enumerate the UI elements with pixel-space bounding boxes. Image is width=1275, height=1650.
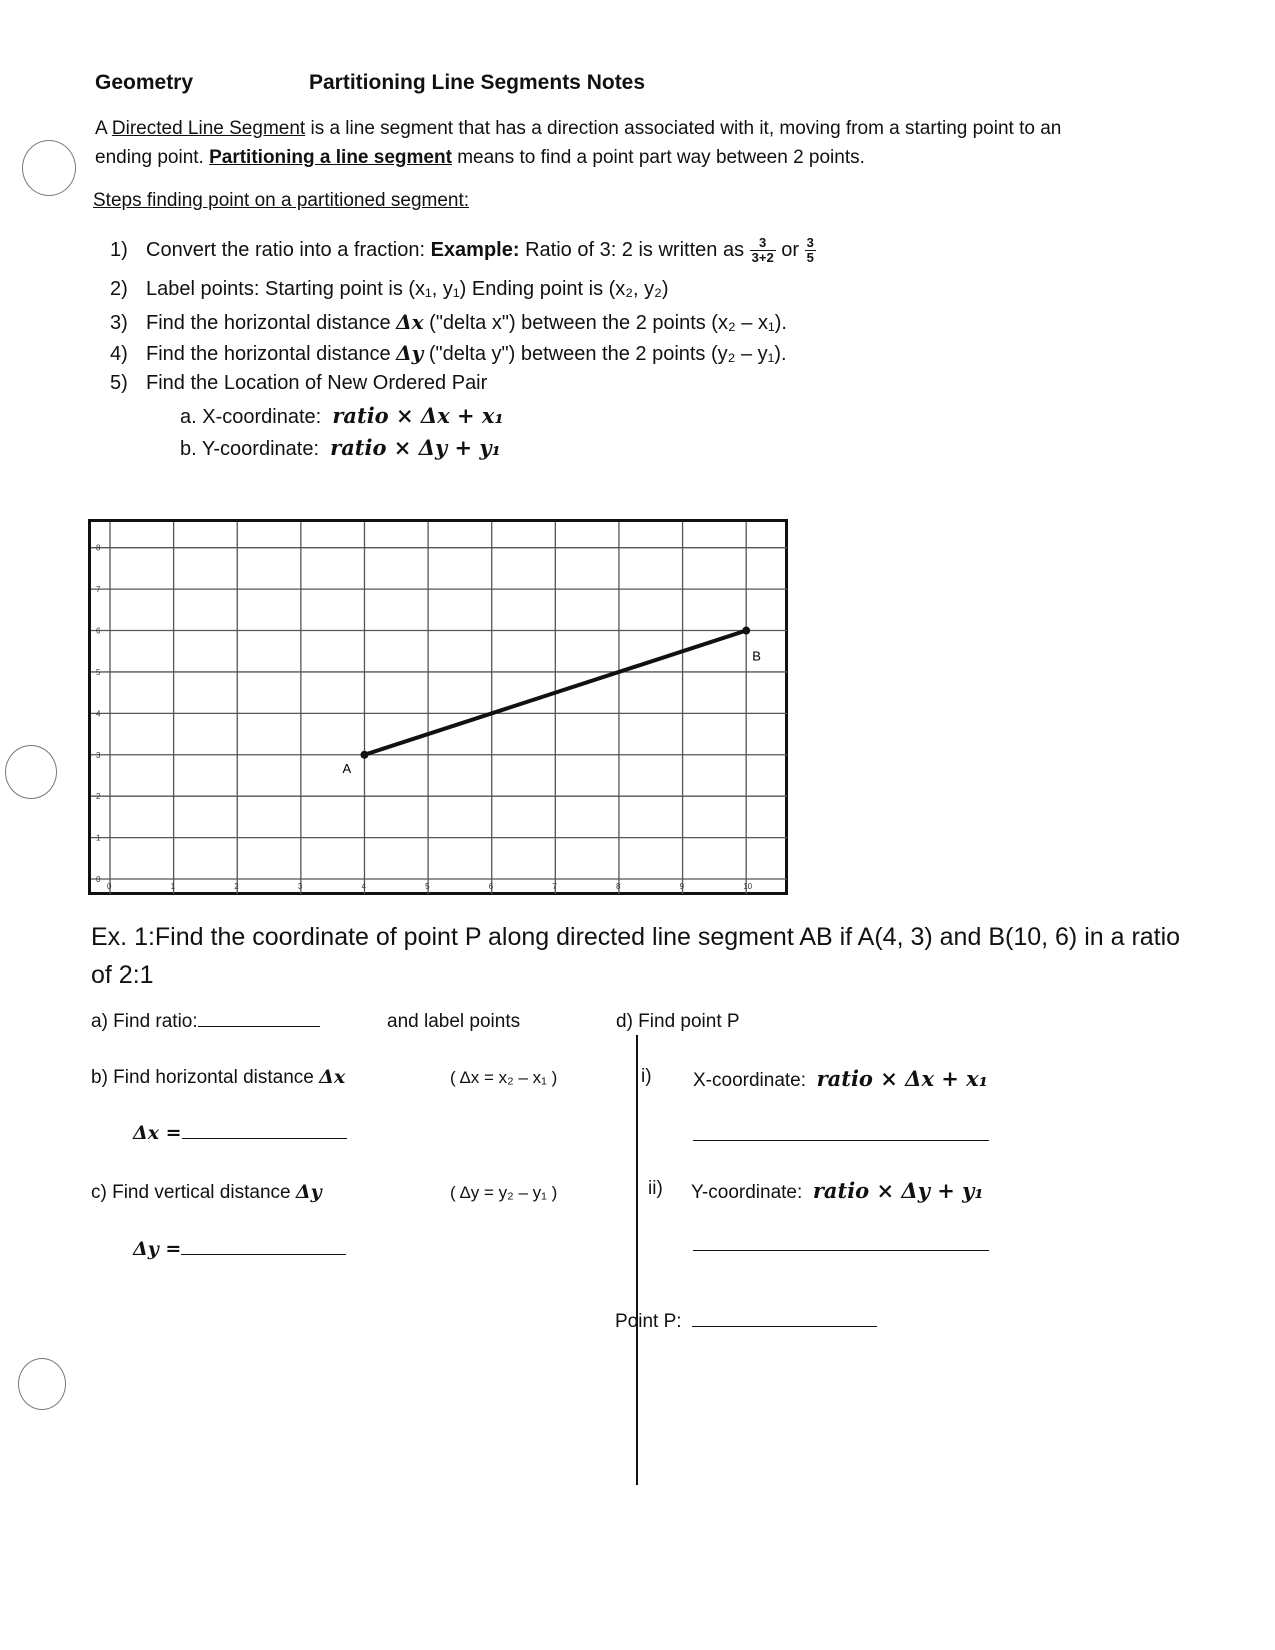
x-tick-label: 4 [361,882,366,891]
x-coordinate-answer-blank[interactable] [693,1140,989,1141]
delta-x-answer-blank[interactable] [182,1138,347,1139]
intro-line-1: A Directed Line Segment is a line segment that has a direction associated with it, moving from a starting point to an [95,118,1062,139]
grid-tick-labels [96,544,753,891]
point-p-answer: Point P: [615,1311,877,1333]
column-divider [636,1035,638,1485]
part-d-i-label: i) [641,1066,652,1087]
step-1: 1) Convert the ratio into a fraction: Example: Ratio of 3: 2 is written as $\frac{3}{3+2}$ or $\frac{3}{5}$ [110,235,814,265]
delta-y-answer: Δy = [133,1238,346,1261]
step-4: 4) Find the horizontal distance Δy ("delta y") between the 2 points (y₂ – y₁). [110,341,787,365]
binder-hole-middle [5,745,57,799]
x-tick-label: 7 [552,882,557,891]
fraction-3-over-5: $\frac{3}{5}$ [806,235,814,265]
y-tick-label: 3 [96,750,101,760]
point-b-dot [742,627,750,635]
x-tick-label: 6 [488,882,494,891]
term-directed-line-segment: Directed Line Segment [111,118,306,139]
steps-heading: Steps finding point on a partitioned segment: [93,190,470,211]
x-tick-label: 9 [679,882,685,891]
binder-hole-top [22,140,76,196]
part-d: d) Find point P [616,1011,740,1032]
y-tick-label: 4 [96,709,101,719]
part-d-ii: Y-coordinate: ratio × Δy + y₁ [691,1178,984,1203]
y-tick-label: 8 [96,543,101,553]
x-tick-label: 8 [615,882,621,891]
x-tick-label: 2 [234,882,239,891]
y-tick-label: 7 [96,585,101,595]
step-5: 5) Find the Location of New Ordered Pair [110,372,488,394]
step-5a: a. X-coordinate: ratio × Δx + x₁ [180,403,504,428]
binder-hole-bottom [18,1358,66,1410]
x-tick-label: 10 [743,882,753,891]
delta-y-hint: ( Δy = y₂ – y₁ ) [450,1183,558,1202]
delta-x-answer: Δx = [133,1122,347,1145]
coordinate-grid [88,519,790,902]
point-a-label: A [342,760,352,776]
page-title: Partitioning Line Segments Notes [309,71,646,94]
ratio-answer-blank[interactable] [198,1026,320,1027]
example-1-prompt: Ex. 1:Find the coordinate of point P along directed line segment AB if A(4, 3) and B(10, 6) in a ratio of 2:1 [91,923,1181,989]
part-d-ii-label: ii) [648,1178,663,1199]
point-a-dot [360,751,368,759]
y-tick-label: 5 [96,667,101,677]
y-tick-label: 1 [96,833,101,843]
part-b: b) Find horizontal distance Δx [91,1066,346,1088]
grid-svg [88,519,790,897]
y-tick-label: 2 [96,792,101,802]
point-b-label: B [752,648,761,664]
point-p-answer-blank[interactable] [692,1326,877,1327]
fraction-3-over-3plus2: $\frac{3}{3+2}$ [751,235,774,265]
step-5b: b. Y-coordinate: ratio × Δy + y₁ [180,435,501,460]
x-tick-label: 3 [297,882,303,891]
part-a: a) Find ratio: [91,1011,320,1033]
y-coordinate-answer-blank[interactable] [693,1250,989,1251]
x-tick-label: 5 [425,882,430,891]
term-partitioning: Partitioning a line segment [209,147,452,168]
x-tick-label: 0 [107,882,112,891]
label-points-text: and label points [387,1011,521,1032]
part-c: c) Find vertical distance Δy [91,1181,322,1203]
intro-line-2: ending point. Partitioning a line segment means to find a point part way between 2 points. [95,147,865,168]
grid-lines [91,522,787,894]
y-tick-label: 6 [96,626,101,636]
delta-x-hint: ( Δx = x₂ – x₁ ) [450,1068,558,1087]
y-tick-label: 0 [96,875,101,884]
delta-y-answer-blank[interactable] [181,1254,346,1255]
part-d-i: X-coordinate: ratio × Δx + x₁ [693,1066,988,1091]
x-tick-label: 1 [170,882,176,891]
step-3: 3) Find the horizontal distance Δx ("delta x") between the 2 points (x₂ – x₁). [110,310,787,334]
step-2: 2) Label points: Starting point is (x₁, y₁) Ending point is (x₂, y₂) [110,278,669,300]
subject-heading: Geometry [95,71,194,94]
